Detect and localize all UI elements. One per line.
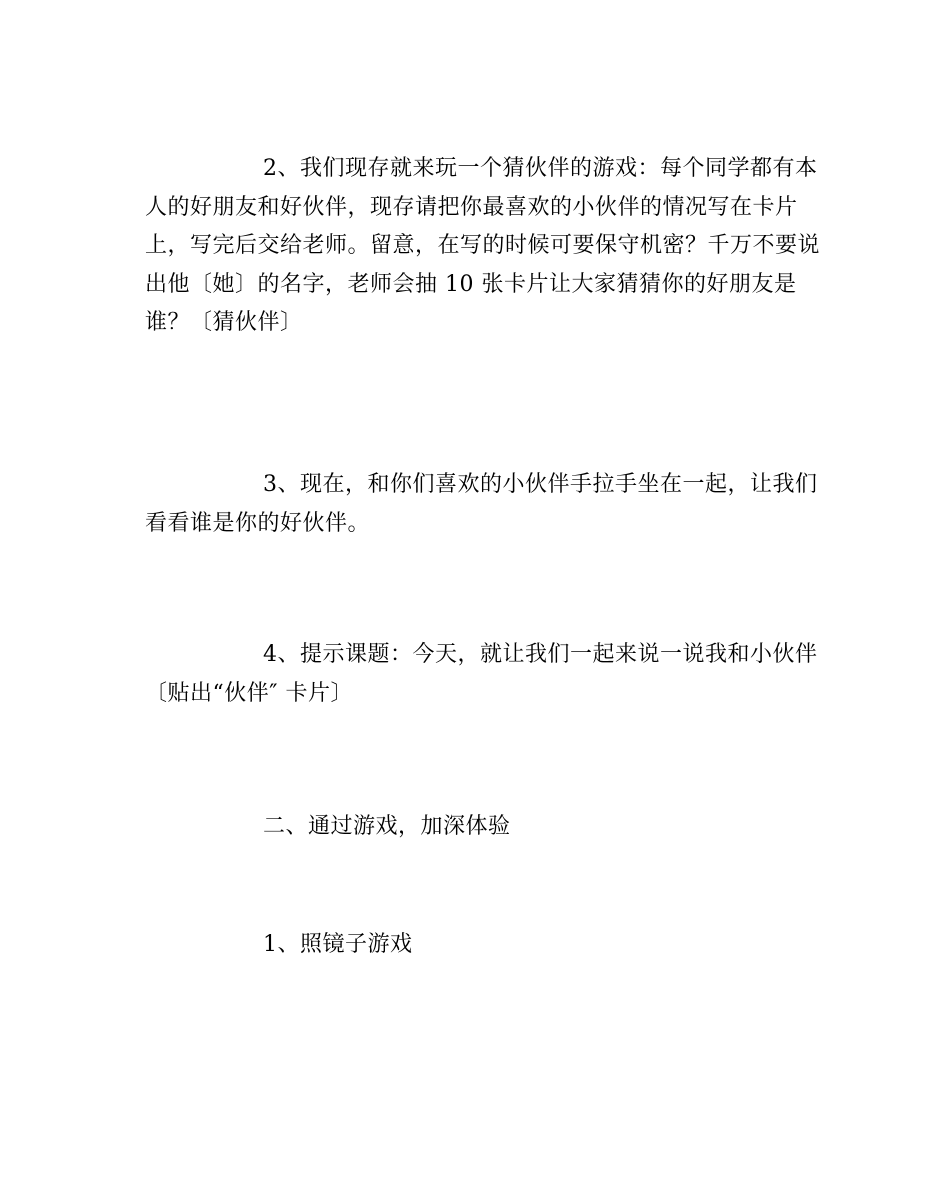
paragraph-mirror-game <box>145 926 805 965</box>
paragraph-line: 3、现在，和你们喜欢的小伙伴手拉手坐在一起，让我们 <box>263 472 818 497</box>
paragraph-guess-partner-game <box>145 150 821 343</box>
paragraph-line: 〔贴出“伙伴″ 卡片〕 <box>145 680 353 706</box>
paragraph-line: 上，写完后交给老师。留意，在写的时候可要保守机密？千万不要说 <box>145 233 821 258</box>
paragraph-lesson-topic <box>145 636 818 713</box>
paragraph-line: 谁？〔猜伙伴〕 <box>145 310 303 335</box>
paragraph-line: 4、提示课题：今天，就让我们一起来说一说我和小伙伴 <box>263 642 818 667</box>
paragraph-line: 1、照镜子游戏 <box>263 932 413 957</box>
paragraph-line: 看看谁是你的好伙伴。 <box>145 510 371 536</box>
paragraph-sit-together <box>145 466 818 543</box>
section-heading-text: 二、通过游戏，加深体验 <box>263 814 511 839</box>
section-heading-games <box>145 808 805 847</box>
paragraph-line: 2、我们现存就来玩一个猜伙伴的游戏：每个同学都有本 <box>263 156 818 181</box>
paragraph-line: 出他〔她〕的名字，老师会抽 10 张卡片让大家猜猜你的好朋友是 <box>145 271 797 297</box>
paragraph-line: 人的好朋友和好伙伴，现存请把你最喜欢的小伙伴的情况写在卡片 <box>145 194 798 220</box>
